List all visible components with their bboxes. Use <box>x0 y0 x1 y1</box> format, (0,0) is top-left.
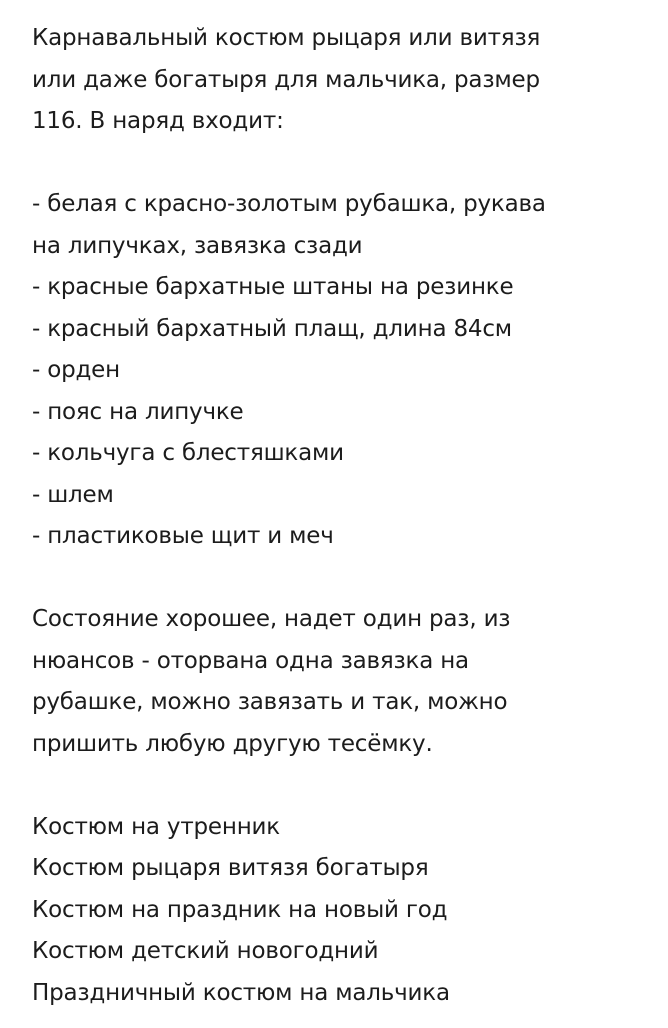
tag-line: Праздничный костюм на мальчика <box>32 979 450 1006</box>
text-line: нюансов - оторвана одна завязка на <box>32 647 469 674</box>
text-line: рубашке, можно завязать и так, можно <box>32 689 508 715</box>
list-item: - красный бархатный плащ, длина 84см <box>32 315 512 342</box>
list-item: - кольчуга с блестяшками <box>32 440 344 466</box>
text-line: Карнавальный костюм рыцаря или витязя <box>32 25 541 51</box>
list-item: - пояс на липучке <box>32 398 244 425</box>
list-item: - шлем <box>32 481 114 508</box>
paragraph-gap <box>32 143 652 185</box>
tags-list <box>32 807 652 1015</box>
list-item: - красные бархатные штаны на резинке <box>32 274 514 300</box>
list-item: - орден <box>32 357 120 383</box>
paragraph-gap <box>32 765 652 807</box>
text-line: пришить любую другую тесёмку. <box>32 730 433 757</box>
paragraph-gap <box>32 558 652 600</box>
tag-line: Костюм рыцаря витязя богатыря <box>32 855 429 881</box>
list-item: на липучках, завязка сзади <box>32 232 363 259</box>
text-line: или даже богатыря для мальчика, размер <box>32 66 540 93</box>
condition-paragraph <box>32 599 652 765</box>
list-item: - белая с красно-золотым рубашка, рукава <box>32 191 546 217</box>
item-description <box>32 18 652 1014</box>
tag-line: Костюм на праздник на новый год <box>32 896 448 923</box>
intro-paragraph <box>32 18 652 143</box>
tag-line: Костюм детский новогодний <box>32 938 379 964</box>
text-line: 116. В наряд входит: <box>32 108 284 134</box>
text-line: Состояние хорошее, надет один раз, из <box>32 606 511 632</box>
tag-line: Костюм на утренник <box>32 813 280 840</box>
items-list <box>32 184 652 558</box>
list-item: - пластиковые щит и меч <box>32 523 334 549</box>
